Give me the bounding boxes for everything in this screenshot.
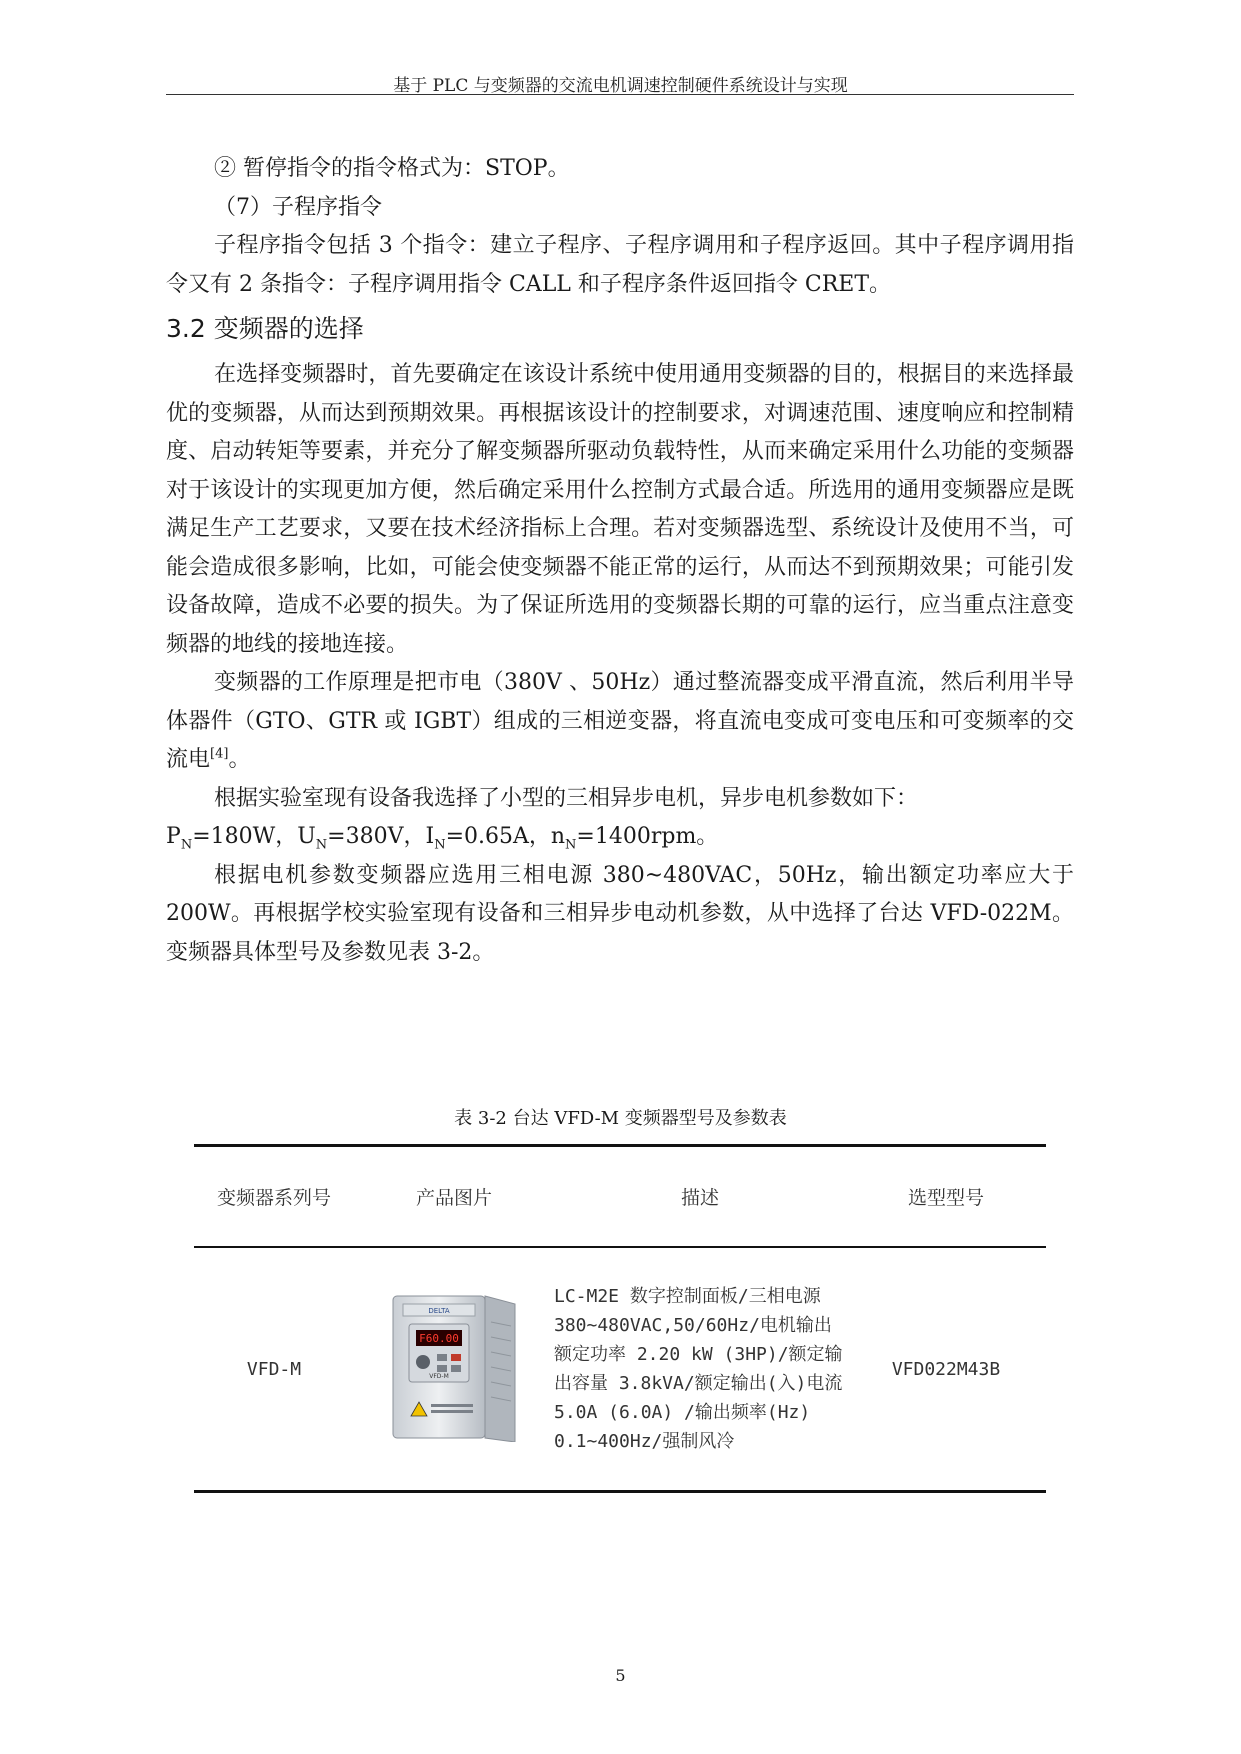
param-nn-symbol: n bbox=[550, 824, 566, 849]
param-un-symbol: U bbox=[297, 824, 316, 849]
paragraph-stop-instruction: ② 暂停指令的指令格式为：STOP。 bbox=[214, 156, 570, 181]
paragraph-subroutine-title: （7）子程序指令 bbox=[214, 194, 382, 220]
cell-model: VFD022M43B bbox=[846, 1247, 1046, 1492]
table-header-row bbox=[194, 1146, 1046, 1248]
principle-end: 。 bbox=[228, 747, 251, 772]
param-pn-symbol: P bbox=[166, 824, 181, 849]
param-in-symbol: I bbox=[425, 824, 435, 849]
param-in-value: =0.65A， bbox=[445, 824, 551, 849]
table-caption: 表 3-2 台达 VFD-M 变频器型号及参数表 bbox=[454, 1108, 787, 1129]
principle-text: 变频器的工作原理是把市电（380V 、50Hz）通过整流器变成平滑直流，然后利用半导体器件（GTO、GTR 或 IGBT）组成的三相逆变器，将直流电变成可变电压和可变频率的交流电 bbox=[166, 670, 1074, 772]
header-description: 描述 bbox=[554, 1146, 846, 1248]
cell-series: VFD-M bbox=[194, 1247, 354, 1492]
inverter-label: VFD-M bbox=[429, 1372, 449, 1380]
param-un-sub: N bbox=[315, 837, 328, 853]
motor-parameters bbox=[166, 818, 1074, 857]
page-number: 5 bbox=[615, 1666, 626, 1685]
spec-table-wrapper bbox=[194, 1144, 1046, 1493]
header-rule bbox=[166, 94, 1074, 95]
table-row bbox=[194, 1247, 1046, 1492]
running-header: 基于 PLC 与变频器的交流电机调速控制硬件系统设计与实现 bbox=[393, 76, 848, 96]
param-pn-sub: N bbox=[180, 837, 193, 853]
header-series: 变频器系列号 bbox=[194, 1146, 354, 1248]
param-in-sub: N bbox=[434, 837, 446, 853]
header-image: 产品图片 bbox=[354, 1146, 554, 1248]
param-un-value: =380V， bbox=[327, 824, 426, 849]
section-heading: 3.2 变频器的选择 bbox=[166, 314, 364, 343]
header-model: 选型型号 bbox=[846, 1146, 1046, 1248]
paragraph-motor: 根据实验室现有设备我选择了小型的三相异步电机，异步电机参数如下： bbox=[214, 785, 919, 811]
param-pn-value: =180W， bbox=[192, 824, 298, 849]
inverter-photo bbox=[389, 1292, 519, 1442]
param-nn-value: =1400rpm。 bbox=[576, 824, 719, 849]
paragraph-selection: 在选择变频器时，首先要确定在该设计系统中使用通用变频器的目的，根据目的来选择最优的变频器，从而达到预期效果。再根据该设计的控制要求，对调速范围、速度响应和控制精度、启动转矩等要素，并充分了解变频器所驱动负载特性，从而来确定采用什么功能的变频器对于该设计的实现更加方便，然后确定采用什么控制方式最合适。所选用的通用变频器应是既满足生产工艺要求，又要在技术经济指标上合理。若对变频器选型、系统设计及使用不当，可能会造成很多影响，比如，可能会使变频器不能正常的运行，从而达不到预期效果；可能引发设备故障，造成不必要的损失。为了保证所选用的变频器长期的可靠的运行，应当重点注意变频器的地线的接地连接。 bbox=[166, 362, 1074, 657]
cell-image bbox=[354, 1247, 554, 1492]
inverter-brand: DELTA bbox=[428, 1306, 450, 1315]
paragraph-inverter-choice: 根据电机参数变频器应选用三相电源 380~480VAC，50Hz，输出额定功率应大于 200W。再根据学校实验室现有设备和三相异步电动机参数，从中选择了台达 VFD-022M。变频器具体型号及参数见表 3-2。 bbox=[166, 862, 1074, 965]
paragraph-subroutine: 子程序指令包括 3 个指令：建立子程序、子程序调用和子程序返回。其中子程序调用指令又有 2 条指令：子程序调用指令 CALL 和子程序条件返回指令 CRET。 bbox=[166, 233, 1074, 297]
param-nn-sub: N bbox=[565, 837, 577, 853]
citation: [4] bbox=[210, 746, 229, 762]
inverter-display: F60.00 bbox=[419, 1331, 459, 1345]
cell-description: LC-M2E 数字控制面板/三相电源 380~480VAC,50/60Hz/电机输出额定功率 2.20 kW (3HP)/额定输出容量 3.8kVA/额定输出(入)电流 5.0A (6.0A) /输出频率(Hz) 0.1~400Hz/强制风冷 bbox=[554, 1247, 846, 1492]
body-text bbox=[166, 150, 1074, 972]
paragraph-principle bbox=[166, 664, 1074, 780]
spec-table bbox=[194, 1144, 1046, 1493]
